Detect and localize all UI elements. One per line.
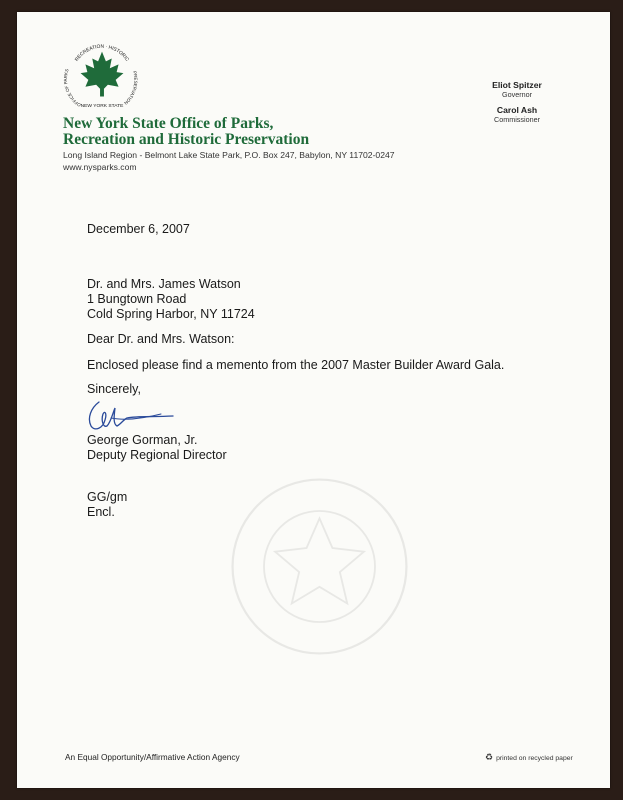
signer-title: Deputy Regional Director bbox=[87, 448, 227, 462]
maple-leaf-icon bbox=[81, 52, 124, 97]
logo-right-text: PRESERVATION bbox=[123, 70, 139, 106]
equal-opportunity-footer: An Equal Opportunity/Affirmative Action Agency bbox=[65, 752, 240, 762]
salutation: Dear Dr. and Mrs. Watson: bbox=[87, 332, 235, 346]
logo-bottom-text: NEW YORK STATE bbox=[80, 104, 124, 110]
recipient-name: Dr. and Mrs. James Watson bbox=[87, 277, 241, 291]
logo-top-text: RECREATION · HISTORIC bbox=[74, 44, 130, 63]
letter-body: Enclosed please find a memento from the 2007 Master Builder Award Gala. bbox=[87, 358, 505, 372]
reference-block bbox=[87, 490, 127, 520]
signer-name: George Gorman, Jr. bbox=[87, 433, 198, 447]
embossed-seal bbox=[227, 474, 412, 659]
letter-date: December 6, 2007 bbox=[87, 222, 190, 236]
org-website: www.nysparks.com bbox=[63, 162, 137, 172]
commissioner-name: Carol Ash bbox=[496, 105, 538, 115]
organization-name bbox=[63, 116, 309, 148]
logo-left-text: OFFICE OF PARKS bbox=[63, 68, 82, 108]
recipient-address bbox=[87, 277, 255, 322]
commissioner-title: Commissioner bbox=[494, 115, 540, 124]
handwritten-signature bbox=[81, 394, 181, 438]
recipient-city: Cold Spring Harbor, NY 11724 bbox=[87, 307, 255, 321]
enclosure-note: Encl. bbox=[87, 505, 115, 519]
nys-parks-maple-leaf-logo bbox=[63, 38, 141, 116]
recipient-street: 1 Bungtown Road bbox=[87, 292, 187, 306]
recycled-paper-footer bbox=[485, 752, 573, 763]
reference-initials: GG/gm bbox=[87, 490, 128, 504]
svg-text:PRESERVATION bbox=[123, 70, 138, 105]
governor-title: Governor bbox=[502, 90, 532, 99]
org-address: Long Island Region - Belmont Lake State Park, P.O. Box 247, Babylon, NY 11702-0247 bbox=[63, 150, 395, 160]
svg-text:OFFICE OF PARKS bbox=[63, 68, 82, 107]
recycle-icon: ♻ bbox=[485, 752, 494, 762]
org-name-line1: New York State Office of Parks, bbox=[63, 115, 274, 132]
letter-page bbox=[17, 12, 610, 788]
closing: Sincerely, bbox=[87, 382, 141, 396]
signature-block bbox=[87, 433, 227, 463]
officials-block bbox=[467, 80, 567, 130]
recycled-text: printed on recycled paper bbox=[496, 755, 573, 762]
governor-name: Eliot Spitzer bbox=[492, 80, 542, 90]
org-name-line2: Recreation and Historic Preservation bbox=[63, 131, 310, 148]
